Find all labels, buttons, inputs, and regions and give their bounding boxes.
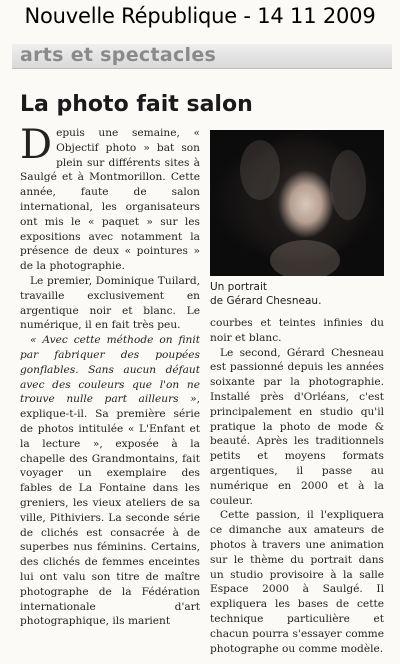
section-label: arts et spectacles: [20, 44, 217, 66]
paragraph-chesneau: Le second, Gérard Chesneau est passionné depuis les années soixante par la photographie. Installé près d'Orléans, c'est principalement en studio qu'il pratique la photo de mode & beauté. Après les traditionnels petits et moyens formats argentiques, il passe au numérique en 2000 et à la couleur.: [210, 346, 384, 507]
section-bar: [12, 44, 392, 69]
paragraph-tuilard: Le premier, Dominique Tuilard, travaille exclusivement en argentique noir et blanc. Le numérique, il en fait très peu.: [20, 274, 200, 332]
paragraph-quote-rest: , explique-t-il. Sa première série de photos intitulée « L'Enfant et la lecture », exposée à la chapelle des Grandmontains, fait voyager un exemplaire des fables de La Fontaine dans les greniers, les vieux ateliers de sa ville, Pithiviers. La seconde série de clichés est consacrée à de superbes nus féminins. Certains, des clichés de femmes enceintes lui ont valu son titre de maître photographe de la Fédération internationale d'art photographique, ils marient: [20, 393, 200, 628]
article-column-right: [210, 316, 384, 656]
caption-line-2: de Gérard Chesneau.: [210, 294, 322, 307]
paragraph-intro: Depuis une semaine, « Objectif photo » bat son plein sur différents sites à Saulgé et à Montmorillon. Cette année, faute de salon international, les organisateurs ont mis le « paquet » sur les expositions avec notamment la présence de deux « pointures » de la photographie.: [20, 122, 200, 273]
paragraph-quote: [20, 333, 200, 629]
masthead: Nouvelle République - 14 11 2009: [24, 4, 376, 28]
photo-caption: [210, 281, 384, 308]
article-column-left: [20, 122, 200, 629]
quote-text: « Avec cette méthode on finit par fabriquer des poupées gonflables. Sans aucun défaut avec des couleurs que l'on ne trouve nulle part ailleurs »: [20, 334, 200, 406]
paragraph-event: Cette passion, il l'expliquera ce dimanche aux amateurs de photos à travers une animation sur le thème du portrait dans un studio provisoire à la salle Espace 2000 à Saulgé. Il expliquera les bases de cette technique particulière et chacun pourra s'essayer comme photographe ou comme modèle.: [210, 509, 384, 655]
portrait-photo: [210, 130, 384, 276]
paragraph-continued: courbes et teintes infinies du noir et blanc.: [210, 317, 384, 344]
headline: La photo fait salon: [20, 92, 253, 117]
caption-line-1: Un portrait: [210, 281, 267, 293]
